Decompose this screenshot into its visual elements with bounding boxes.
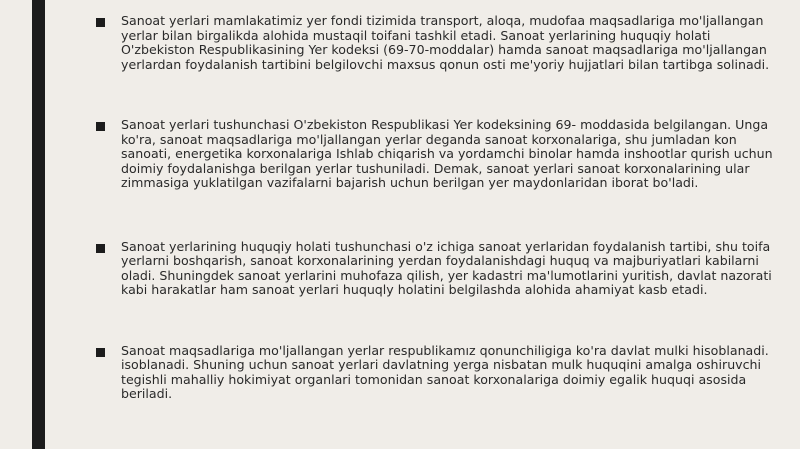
bullet-item: [96, 118, 788, 191]
square-bullet-icon: [96, 18, 105, 27]
square-bullet-icon: [96, 348, 105, 357]
square-bullet-icon: [96, 122, 105, 131]
square-bullet-icon: [96, 244, 105, 253]
bullet-text: Sanoat yerlarining huquqiy holati tushunchasi o'z ichiga sanoat yerlaridan foydalanish tartibi, shu toifa yerlarni boshqarish, sanoat korxonalarining yerdan foydalanishdagi huquq va majburiyatlari kabilarni oladi. Shuningdek sanoat yerlarini muhofaza qilish, yer kadastri ma'lumotlarini yuritish, davlat nazorati kabi harakatlar ham sanoat yerlari huquqly holatini belgilashda alohida ahamiyat kasb etadi.: [121, 238, 772, 297]
left-accent-bar: [32, 0, 45, 449]
bullet-text: Sanoat yerlari mamlakatimiz yer fondi tizimida transport, aloqa, mudofaa maqsadlariga mo'ljallangan yerlar bilan birgalikda alohida mustaqil toifani tashkil etadi. Sanoat yerlarining huquqiy holati O'zbekiston Respublikasining Yer kodeksi (69-70-moddalar) hamda sanoat maqsadlariga mo'ljallangan yerlardan foydalanish tartibini belgilovchi maxsus qonun osti me'yoriy hujjatlari bilan tartibga solinadi.: [121, 13, 770, 72]
bullet-text: Sanoat yerlari tushunchasi O'zbekiston Respublikasi Yer kodeksining 69- moddasida belgilangan. Unga ko'ra, sanoat maqsadlariga mo'ljallangan yerlar deganda sanoat korxonalariga, shu jumladan kon sanoati, energetika korxonalariga Ishlab chiqarish va yordamchi binolar hamda inshootlar qurish uchun doimiy foydalanishga berilgan yerlar tushuniladi. Demak, sanoat yerlari sanoat korxonalarining ular zimmasiga yuklatilgan vazifalarni bajarish uchun berilgan yer maydonlaridan iborat bo'ladi.: [121, 117, 773, 190]
bullet-item: [96, 14, 788, 72]
bullet-list: [96, 14, 788, 448]
bullet-text: Sanoat maqsadlariga mo'ljallangan yerlar respublikamız qonunchiligiga ko'ra davlat mulki hisoblanadi. isoblanadi. Shuning uchun sanoat yerlari davlatning yerga nisbatan mulk huquqini amalga oshiruvchi tegishli mahalliy hokimiyat organlari tomonidan sanoat korxonalariga doimiy egalik huquqi asosida beriladi.: [121, 342, 769, 401]
bullet-item: [96, 240, 788, 298]
bullet-item: [96, 344, 788, 402]
